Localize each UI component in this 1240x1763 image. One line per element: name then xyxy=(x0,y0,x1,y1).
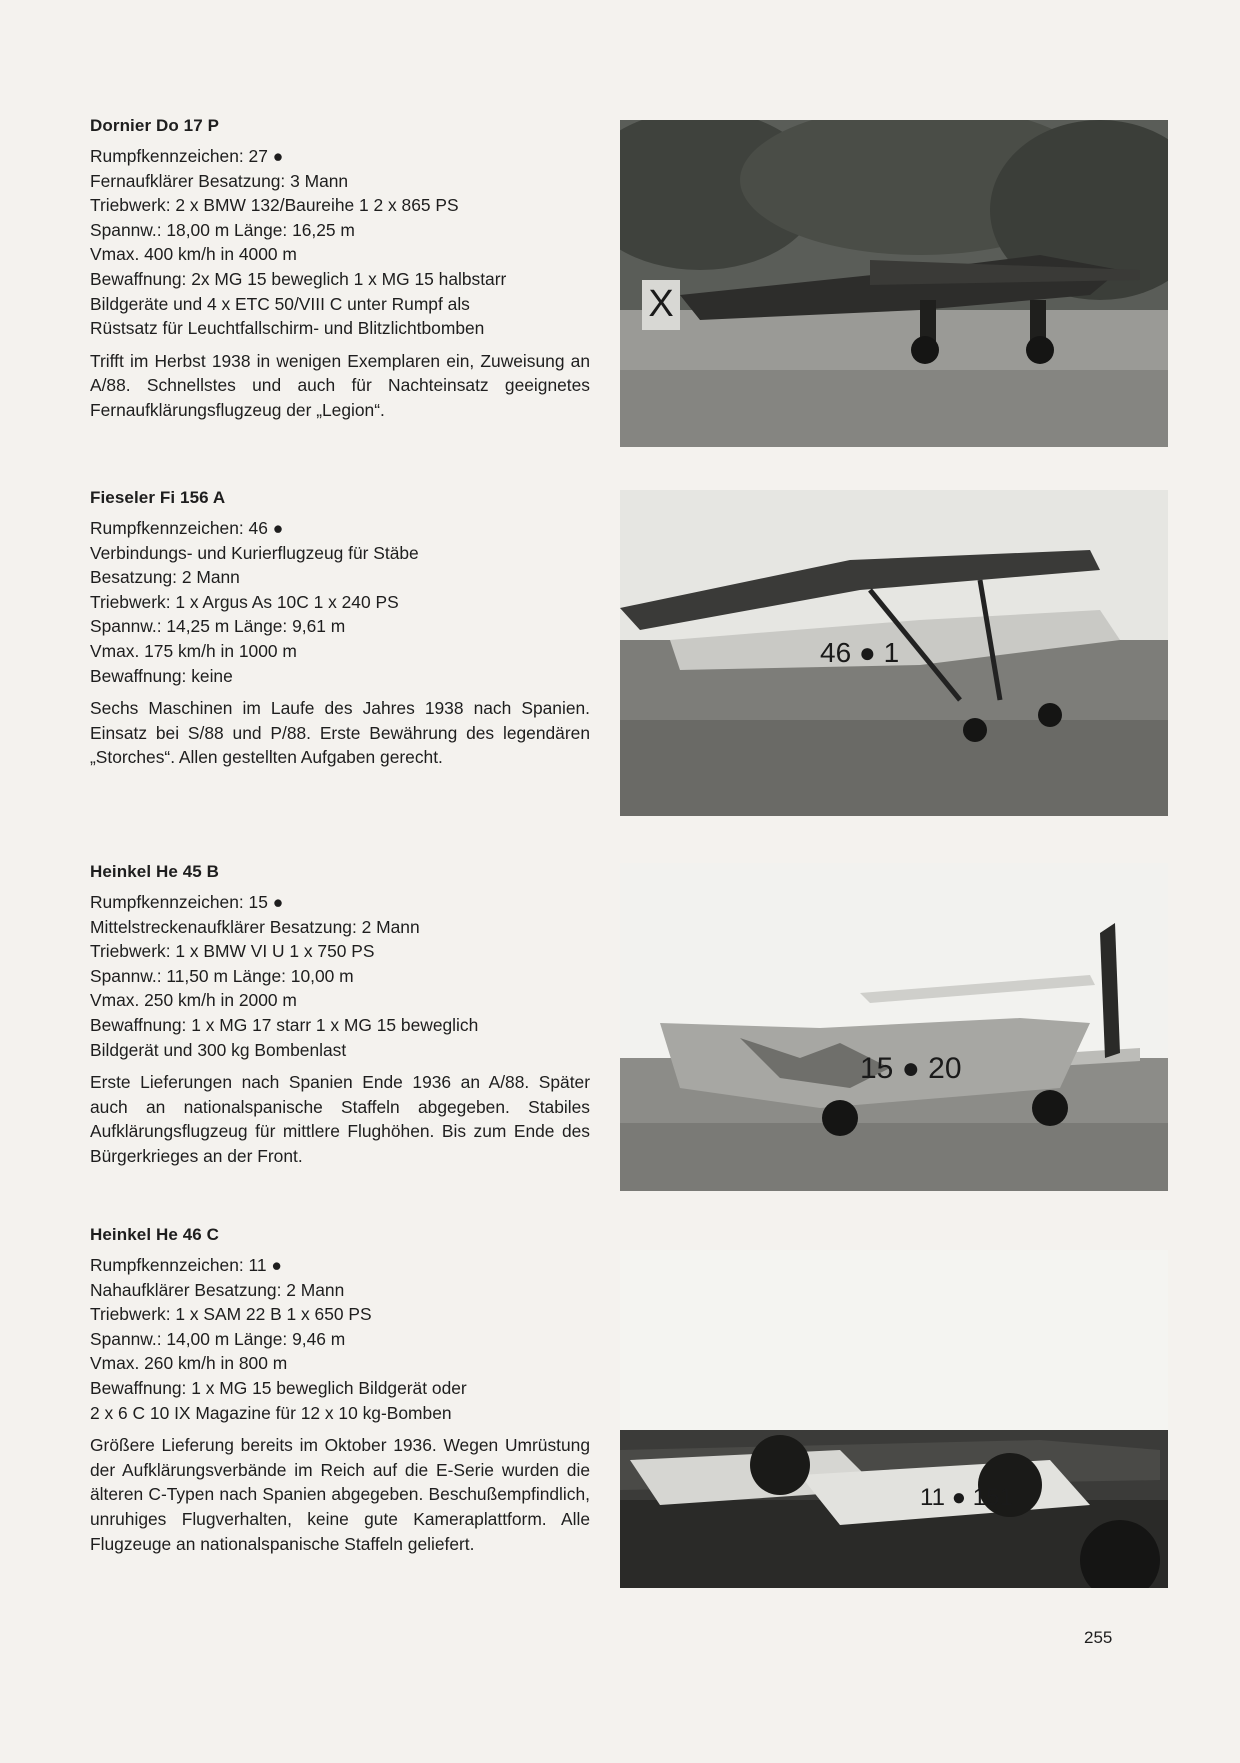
marking-text: 46 ● 1 xyxy=(820,637,900,668)
spec-line: Rumpfkennzeichen: 11 ● xyxy=(90,1255,282,1275)
entry-description: Trifft im Herbst 1938 in wenigen Exemplaren ein, Zuweisung an A/88. Schnellstes und auch für Nachteinsatz geeignetes Fernaufklärungsflugzeug der „Legion“. xyxy=(90,350,590,420)
spec-line: Bildgerät und 300 kg Bombenlast xyxy=(90,1039,347,1060)
spec-line: Rumpfkennzeichen: 15 ● xyxy=(90,892,284,912)
spec-line: Spannw.: 11,50 m Länge: 10,00 m xyxy=(90,965,354,986)
spec-line: Spannw.: 14,00 m Länge: 9,46 m xyxy=(90,1328,346,1349)
spec-line: Verbindungs- und Kurierflugzeug für Stäbe xyxy=(90,542,419,563)
spec-line: Spannw.: 18,00 m Länge: 16,25 m xyxy=(90,219,355,240)
spec-line: Nahaufklärer Besatzung: 2 Mann xyxy=(90,1279,345,1300)
spec-line: Triebwerk: 2 x BMW 132/Baureihe 1 2 x 865 PS xyxy=(90,195,459,216)
spec-line: Besatzung: 2 Mann xyxy=(90,567,240,588)
photo-dornier-do17p xyxy=(620,120,1168,447)
spec-line: Bildgeräte und 4 x ETC 50/VIII C unter Rumpf als xyxy=(90,293,470,314)
spec-line: Vmax. 250 km/h in 2000 m xyxy=(90,990,297,1011)
spec-line: Bewaffnung: 2x MG 15 beweglich 1 x MG 15 halbstarr xyxy=(90,268,507,289)
spec-line: 2 x 6 C 10 IX Magazine für 12 x 10 kg-Bomben xyxy=(90,1402,452,1423)
spec-list xyxy=(90,890,590,1062)
heinkel-he45-photo-icon xyxy=(620,863,1168,1191)
dornier-photo-icon xyxy=(620,120,1168,447)
page-number: 255 xyxy=(1084,1628,1113,1647)
entry-fieseler-fi156a xyxy=(90,488,590,770)
entry-description: Größere Lieferung bereits im Oktober 1936. Wegen Umrüstung der Aufklärungsverbände im Reich auf die E-Serie wurden die älteren C-Typen nach Spanien abgegeben. Beschußempfindlich, unruhiges Flugverhalten, keine gute Kameraplattform. Alle Flugzeuge an nationalspanische Staffeln geliefert. xyxy=(90,1435,590,1554)
fieseler-photo-icon xyxy=(620,490,1168,816)
heinkel-he46-photo-icon xyxy=(620,1250,1168,1588)
spec-list xyxy=(90,516,590,688)
marking-text: 11 ● 151 xyxy=(920,1484,1013,1511)
spec-line: Vmax. 175 km/h in 1000 m xyxy=(90,640,297,661)
spec-list xyxy=(90,1253,590,1425)
spec-line: Triebwerk: 1 x Argus As 10C 1 x 240 PS xyxy=(90,591,399,612)
entry-title: Fieseler Fi 156 A xyxy=(90,488,226,507)
spec-line: Bewaffnung: 1 x MG 15 beweglich Bildgerät oder xyxy=(90,1377,467,1398)
spec-line: Bewaffnung: 1 x MG 17 starr 1 x MG 15 beweglich xyxy=(90,1014,479,1035)
spec-line: Rüstsatz für Leuchtfallschirm- und Blitzlichtbomben xyxy=(90,318,485,339)
spec-line: Fernaufklärer Besatzung: 3 Mann xyxy=(90,170,349,191)
spec-line: Vmax. 260 km/h in 800 m xyxy=(90,1353,288,1374)
spec-line: Bewaffnung: keine xyxy=(90,665,233,686)
entry-description: Sechs Maschinen im Laufe des Jahres 1938 nach Spanien. Einsatz bei S/88 und P/88. Erste Bewährung des legendären „Storches“. Allen gestellten Aufgaben gerecht. xyxy=(90,698,590,768)
entry-heinkel-he46c xyxy=(90,1225,590,1556)
marking-text: 15 ● 20 xyxy=(860,1052,962,1085)
photo-heinkel-he45 xyxy=(620,863,1168,1191)
spec-line: Spannw.: 14,25 m Länge: 9,61 m xyxy=(90,616,346,637)
entry-title: Dornier Do 17 P xyxy=(90,116,220,135)
spec-line: Rumpfkennzeichen: 27 ● xyxy=(90,146,284,166)
spec-line: Triebwerk: 1 x BMW VI U 1 x 750 PS xyxy=(90,941,375,962)
spec-line: Triebwerk: 1 x SAM 22 B 1 x 650 PS xyxy=(90,1304,372,1325)
entry-title: Heinkel He 45 B xyxy=(90,862,220,881)
spec-line: Vmax. 400 km/h in 4000 m xyxy=(90,244,297,265)
entry-dornier-do17p xyxy=(90,116,590,423)
entry-heinkel-he45b xyxy=(90,862,590,1169)
photo-heinkel-he46 xyxy=(620,1250,1168,1588)
marking-text: X xyxy=(648,283,674,325)
spec-line: Rumpfkennzeichen: 46 ● xyxy=(90,518,284,538)
entry-description: Erste Lieferungen nach Spanien Ende 1936 an A/88. Später auch an nationalspanische Staffeln abgegeben. Stabiles Aufklärungsflugzeug für mittlere Flughöhen. Bis zum Ende des Bürgerkrieges an der Front. xyxy=(90,1072,590,1166)
photo-fieseler-fi156 xyxy=(620,490,1168,816)
entry-title: Heinkel He 46 C xyxy=(90,1225,220,1244)
spec-line: Mittelstreckenaufklärer Besatzung: 2 Mann xyxy=(90,916,420,937)
spec-list xyxy=(90,144,590,341)
